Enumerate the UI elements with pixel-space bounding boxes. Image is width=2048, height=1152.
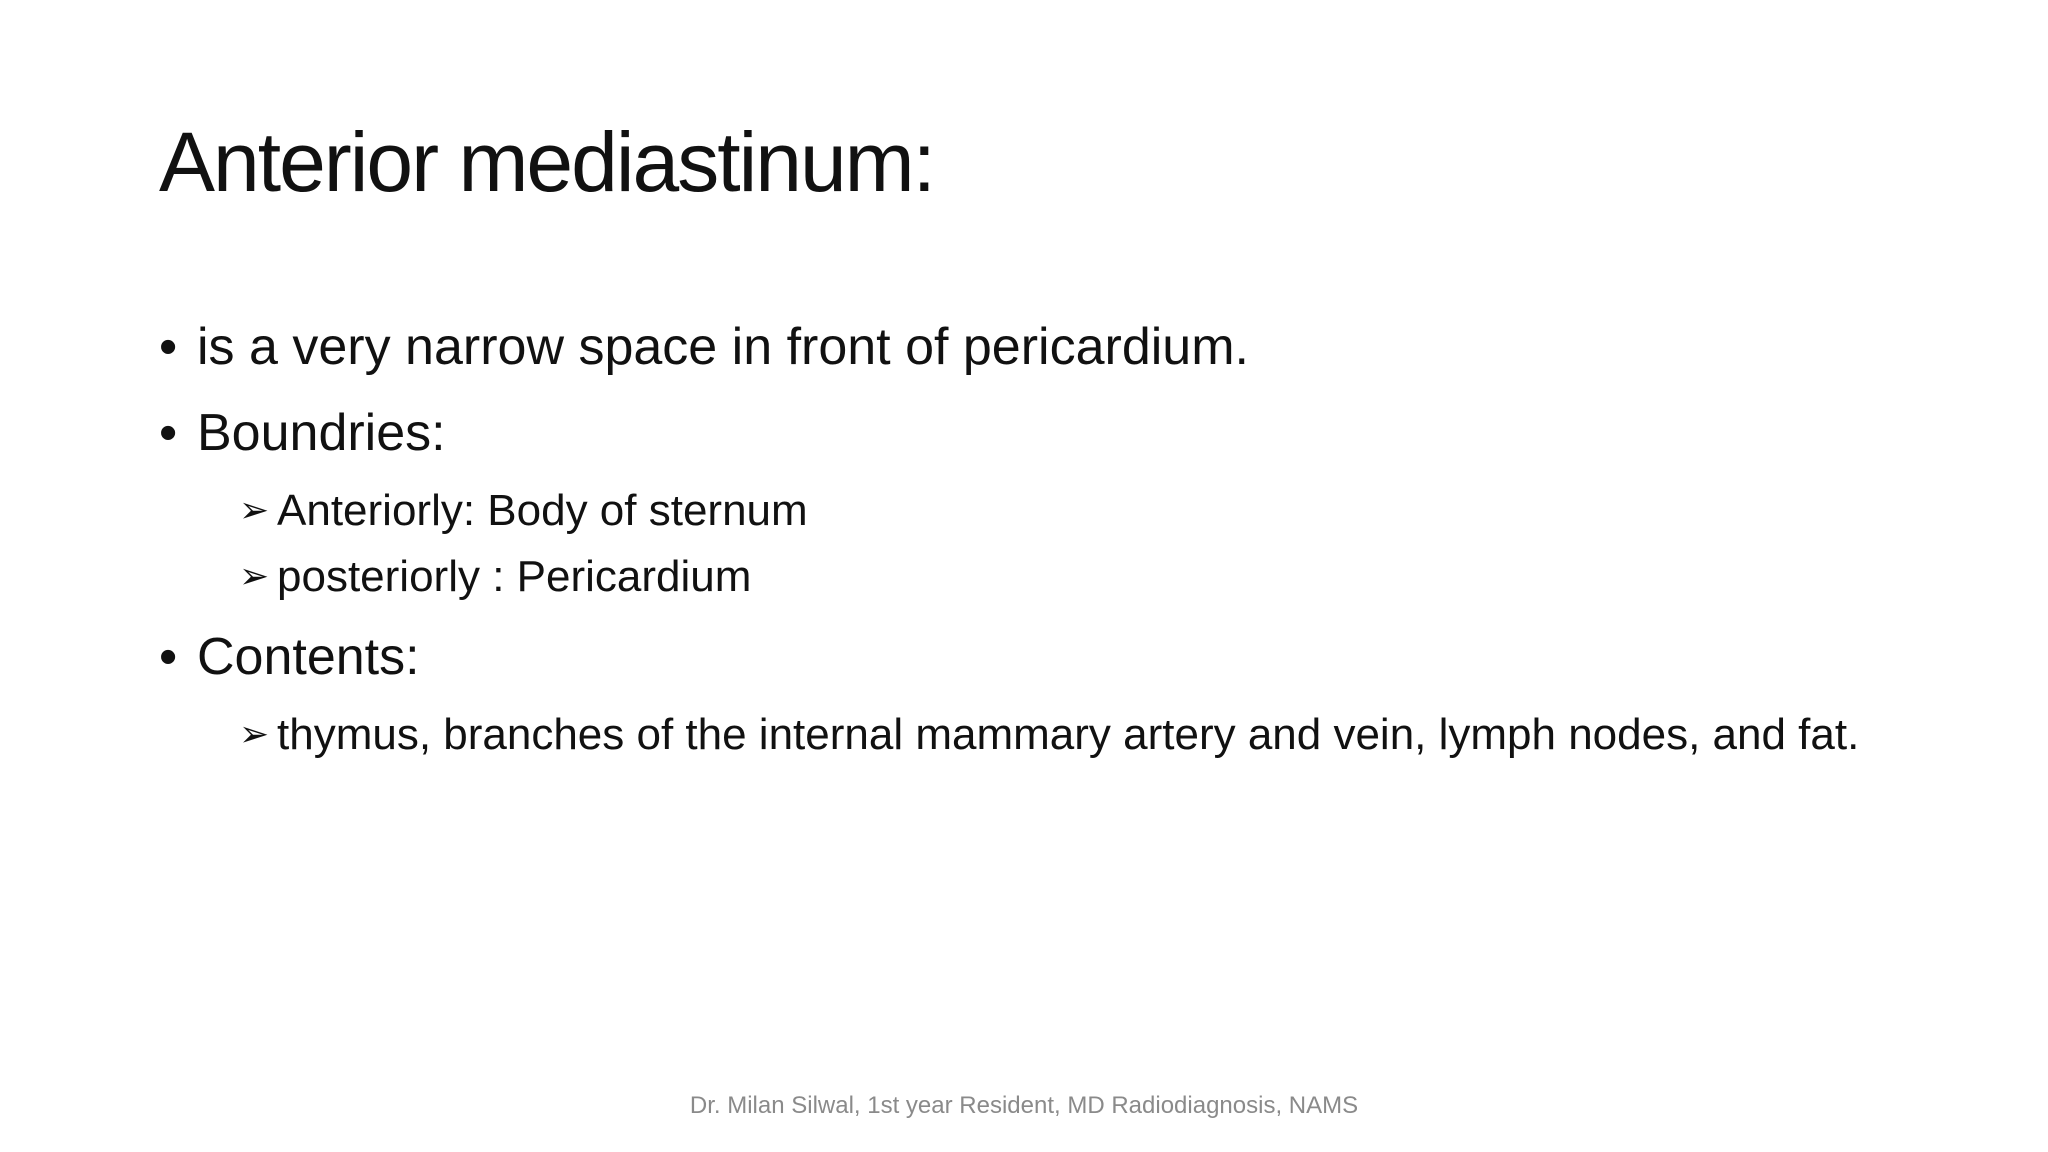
bullet-dot-icon: • bbox=[159, 318, 178, 376]
bullet-item bbox=[159, 312, 1919, 382]
arrowhead-bullet-icon: ➢ bbox=[239, 490, 270, 531]
sub-bullet-item bbox=[239, 708, 1917, 762]
arrowhead-bullet-icon: ➢ bbox=[239, 714, 270, 755]
sub-bullet-item bbox=[239, 550, 1919, 604]
bullet-text: Contents: bbox=[197, 628, 420, 686]
slide-title: Anterior mediastinum: bbox=[159, 115, 934, 209]
bullet-text: is a very narrow space in front of pericardium. bbox=[197, 318, 1249, 376]
bullet-text: Boundries: bbox=[197, 404, 446, 462]
sub-bullet-item bbox=[239, 484, 1919, 538]
slide-footer: Dr. Milan Silwal, 1st year Resident, MD Radiodiagnosis, NAMS bbox=[689, 1092, 1359, 1119]
arrowhead-bullet-icon: ➢ bbox=[239, 556, 270, 597]
bullet-dot-icon: • bbox=[159, 404, 178, 462]
bullet-item bbox=[159, 622, 1919, 692]
sub-bullet-text: posteriorly : Pericardium bbox=[277, 552, 752, 601]
sub-bullet-text: Anteriorly: Body of sternum bbox=[277, 486, 808, 535]
bullet-dot-icon: • bbox=[159, 628, 178, 686]
bullet-item bbox=[159, 398, 1919, 468]
sub-bullet-text: thymus, branches of the internal mammary artery and vein, lymph nodes, and fat. bbox=[277, 710, 1860, 759]
slide-body bbox=[159, 312, 1919, 774]
